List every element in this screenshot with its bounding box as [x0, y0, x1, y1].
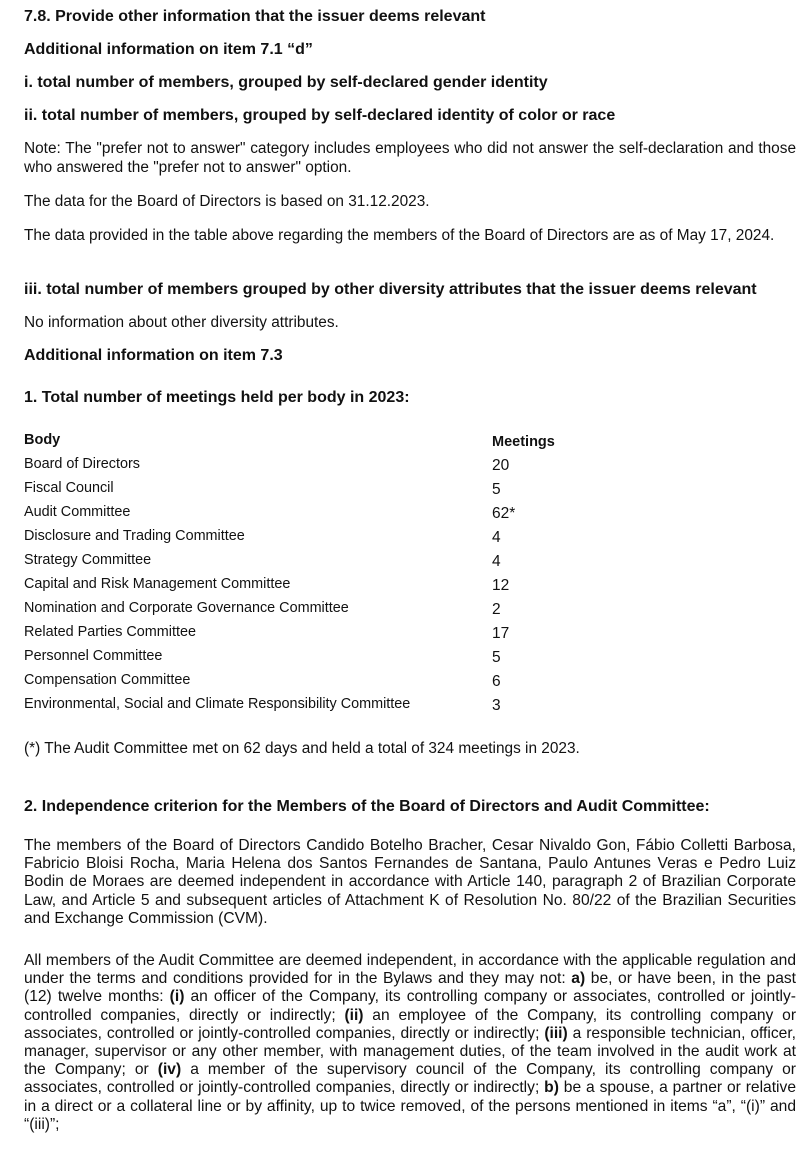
board-table-date-text: The data provided in the table above regarding the members of the Board of Directors are as of May 17, 2024. [24, 227, 775, 244]
row-body-name: Capital and Risk Management Committee [24, 576, 291, 592]
meetings-heading: 1. Total number of meetings held per body in 2023: [24, 389, 410, 406]
row-body-name: Nomination and Corporate Governance Committee [24, 600, 349, 616]
board-independence-paragraph: The members of the Board of Directors Candido Botelho Bracher, Cesar Nivaldo Gon, Fábio Colletti Barbosa, Fabricio Bloisi Rocha, Maria Helena dos Santos Fernandes de Santana, Paulo Antunes Veras e Pedro Luiz Bodin de Moraes are deemed independent in accordance with Article 140, paragraph 2 of Brazilian Corporate Law, and Article 5 and subsequent articles of Attachment K of Resolution No. 80/22 of the Brazilian Securities and Exchange Commission (CVM). [24, 837, 796, 927]
audit-text-part: an employee of the Company, its controlling company or associates, controlled or jointly-controlled companies, directly or indirectly; [24, 1006, 797, 1042]
item-iii-heading: iii. total number of members grouped by other diversity attributes that the issuer deems relevant [24, 281, 757, 298]
row-body-name: Strategy Committee [24, 552, 152, 568]
table-header-meetings: Meetings [492, 434, 555, 450]
row-body-name: Environmental, Social and Climate Responsibility Committee [24, 696, 411, 712]
independence-heading: 2. Independence criterion for the Members of the Board of Directors and Audit Committee: [24, 798, 710, 815]
table-row [24, 647, 584, 671]
row-body-name: Fiscal Council [24, 480, 114, 496]
row-meeting-count: 62* [492, 505, 516, 522]
row-body-name: Board of Directors [24, 456, 140, 472]
row-meeting-count: 20 [492, 457, 510, 474]
row-meeting-count: 4 [492, 529, 501, 546]
audit-independence-paragraph [24, 952, 796, 1134]
audit-text-part-bold: (iii) [544, 1024, 568, 1042]
audit-text-part: All members of the Audit Committee are deemed independent, in accordance with the applicable regulation and under the terms and conditions provided for in the Bylaws and they may not: [24, 952, 796, 988]
item-ii-heading: ii. total number of members, grouped by self-declared identity of color or race [24, 107, 616, 124]
row-meeting-count: 4 [492, 553, 501, 570]
table-row [24, 479, 584, 503]
row-body-name: Audit Committee [24, 504, 131, 520]
table-row [24, 503, 584, 527]
row-body-name: Personnel Committee [24, 648, 163, 664]
table-header-body: Body [24, 432, 61, 448]
prefer-not-note: Note: The "prefer not to answer" category includes employees who did not answer the self-declaration and those who answered the "prefer not to answer" option. [24, 140, 796, 176]
table-row [24, 599, 584, 623]
table-row [24, 551, 584, 575]
audit-text-part: be a spouse, a partner or relative in a direct or a collateral line or by affinity, up to twice removed, of the persons mentioned in items “a”, “(i)” and “(iii)”; [24, 1079, 796, 1133]
row-meeting-count: 17 [492, 625, 510, 642]
table-row [24, 671, 584, 695]
audit-text-part-bold: a) [571, 970, 586, 988]
table-row [24, 623, 584, 647]
table-row [24, 527, 584, 551]
no-info-text: No information about other diversity attributes. [24, 314, 339, 331]
section-title: 7.8. Provide other information that the issuer deems relevant [24, 8, 486, 25]
row-meeting-count: 3 [492, 697, 501, 714]
item-i-heading: i. total number of members, grouped by self-declared gender identity [24, 74, 548, 91]
audit-text-part-bold: (i) [169, 988, 185, 1006]
row-meeting-count: 5 [492, 481, 501, 498]
audit-text-part: an officer of the Company, its controlling company or associates, controlled or jointly-controlled companies, directly or indirectly; [24, 988, 796, 1024]
audit-footnote: (*) The Audit Committee met on 62 days and held a total of 324 meetings in 2023. [24, 740, 580, 757]
audit-text-part-bold: (ii) [344, 1006, 364, 1024]
table-row [24, 695, 584, 719]
row-body-name: Compensation Committee [24, 672, 191, 688]
row-body-name: Disclosure and Trading Committee [24, 528, 245, 544]
addl-info-73-heading: Additional information on item 7.3 [24, 347, 283, 364]
audit-text-part: a responsible technician, officer, manager, supervisor or any other member, with management duties, of the team involved in the audit work at the Company; or [24, 1024, 796, 1079]
audit-text-part: a member of the supervisory council of the Company, its controlling company or associates, controlled or jointly-controlled companies, directly or indirectly; [24, 1061, 796, 1097]
row-meeting-count: 12 [492, 577, 510, 594]
addl-info-71-heading: Additional information on item 7.1 “d” [24, 41, 313, 58]
table-row [24, 455, 584, 479]
row-meeting-count: 6 [492, 673, 501, 690]
row-meeting-count: 2 [492, 601, 501, 618]
table-row [24, 575, 584, 599]
audit-text-part-bold: (iv) [157, 1061, 182, 1079]
row-body-name: Related Parties Committee [24, 624, 196, 640]
audit-text-part-bold: b) [544, 1079, 559, 1097]
audit-text-part: be, or have been, in the past (12) twelve months: [24, 970, 797, 1006]
row-meeting-count: 5 [492, 649, 501, 666]
board-date-text: The data for the Board of Directors is based on 31.12.2023. [24, 193, 430, 210]
